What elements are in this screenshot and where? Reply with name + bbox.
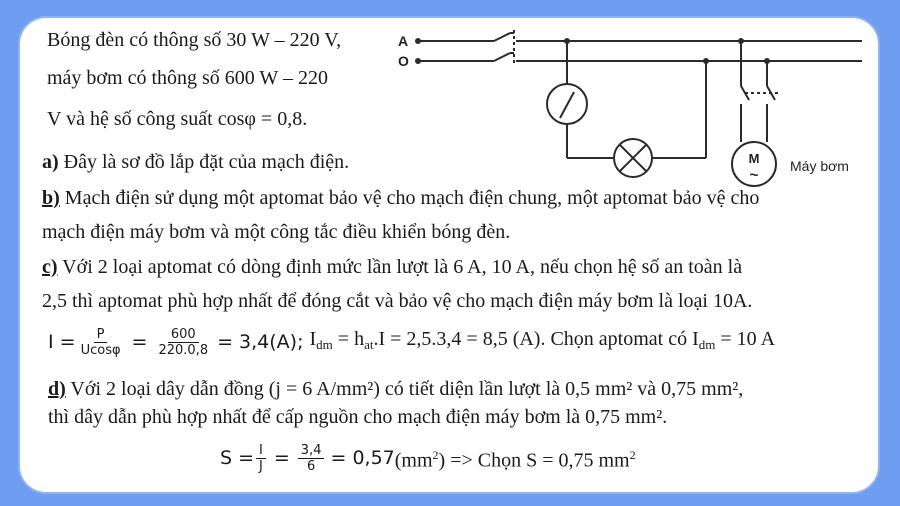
part-a-text: Đây là sơ đồ lắp đặt của mạch điện. (58, 151, 350, 173)
fraction-p-ucos (78, 327, 124, 358)
formula-lhs: S = (220, 447, 255, 469)
part-d-text-1: Với 2 loại dây dẫn đồng (j = 6 A/mm²) có tiết diện lần lượt là 0,5 mm² và 0,75 mm², (65, 378, 744, 400)
part-c-line-1 (42, 255, 742, 279)
part-c-text-1: Với 2 loại aptomat có dòng định mức lần lượt là 6 A, 10 A, nếu chọn hệ số an toàn là (57, 256, 743, 278)
fraction-denominator: J (259, 458, 263, 474)
part-a (42, 150, 349, 174)
part-c-label: c) (42, 256, 58, 278)
current-formula (48, 322, 775, 362)
intro-line-1: Bóng đèn có thông số 30 W – 220 V, (47, 29, 342, 51)
line-label-a: A (398, 33, 409, 49)
fraction-numerator: 3,4 (298, 443, 325, 459)
idm-expression (310, 327, 776, 357)
formula-result: = 0,57 (330, 447, 395, 469)
part-b-line-2: mạch điện máy bơm và một công tắc điều khiển bóng đèn. (42, 221, 511, 243)
intro-line-3: V và hệ số công suất cosφ = 0,8. (47, 108, 308, 130)
intro-line-2: máy bơm có thông số 600 W – 220 (47, 67, 328, 89)
formula-unit (395, 443, 636, 473)
fraction-values (155, 327, 211, 358)
motor-tilde: ~ (749, 167, 759, 184)
part-d-line-1 (48, 377, 743, 401)
formula-end: = 10 A (715, 328, 776, 350)
formula-tail: .I = 2,5.3,4 = 8,5 (A). Chọn aptomat có I (373, 328, 699, 350)
tail-superscript: 2 (629, 448, 636, 463)
fraction-values (298, 443, 325, 474)
fraction-numerator: 600 (168, 327, 199, 343)
h-symbol: = h (332, 328, 365, 350)
part-b-line-1 (42, 186, 759, 210)
part-d-label: d) (48, 378, 66, 400)
fraction-numerator: I (256, 443, 266, 459)
formula-tail: ) => Chọn S = 0,75 mm (438, 449, 630, 472)
motor-label: Máy bơm (790, 158, 849, 174)
equals-sign: = (131, 331, 148, 353)
idm-subscript: dm (316, 337, 333, 352)
part-a-label: a) (42, 151, 59, 173)
fraction-numerator: P (94, 327, 108, 343)
part-c-line-2: 2,5 thì aptomat phù hợp nhất để đóng cắt và bảo vệ cho mạch điện máy bơm là loại 10A. (42, 290, 753, 312)
part-b-text-1: Mạch điện sử dụng một aptomat bảo vệ cho mạch điện chung, một aptomat bảo vệ cho (59, 187, 760, 209)
line-label-o: O (398, 53, 409, 69)
idm-symbol: I (309, 328, 317, 350)
part-b-label: b) (42, 187, 60, 209)
section-formula (220, 438, 636, 478)
part-d-line-2: thì dây dẫn phù hợp nhất để cấp nguồn cho mạch điện máy bơm là 0,75 mm². (48, 406, 668, 428)
fraction-denominator: 220.0,8 (158, 342, 209, 358)
idm-subscript-2: dm (698, 337, 716, 352)
formula-lhs: I = (48, 331, 76, 353)
equals-sign: = (273, 447, 290, 469)
hat-subscript: at (364, 337, 374, 352)
fraction-denominator: 6 (307, 458, 316, 474)
unit-superscript: 2 (432, 448, 439, 463)
motor-symbol: M (748, 151, 760, 166)
fraction-i-j (256, 443, 266, 474)
fraction-denominator: Ucosφ (80, 342, 121, 358)
formula-result: = 3,4(A); (217, 331, 304, 353)
unit-text: (mm (394, 449, 433, 472)
